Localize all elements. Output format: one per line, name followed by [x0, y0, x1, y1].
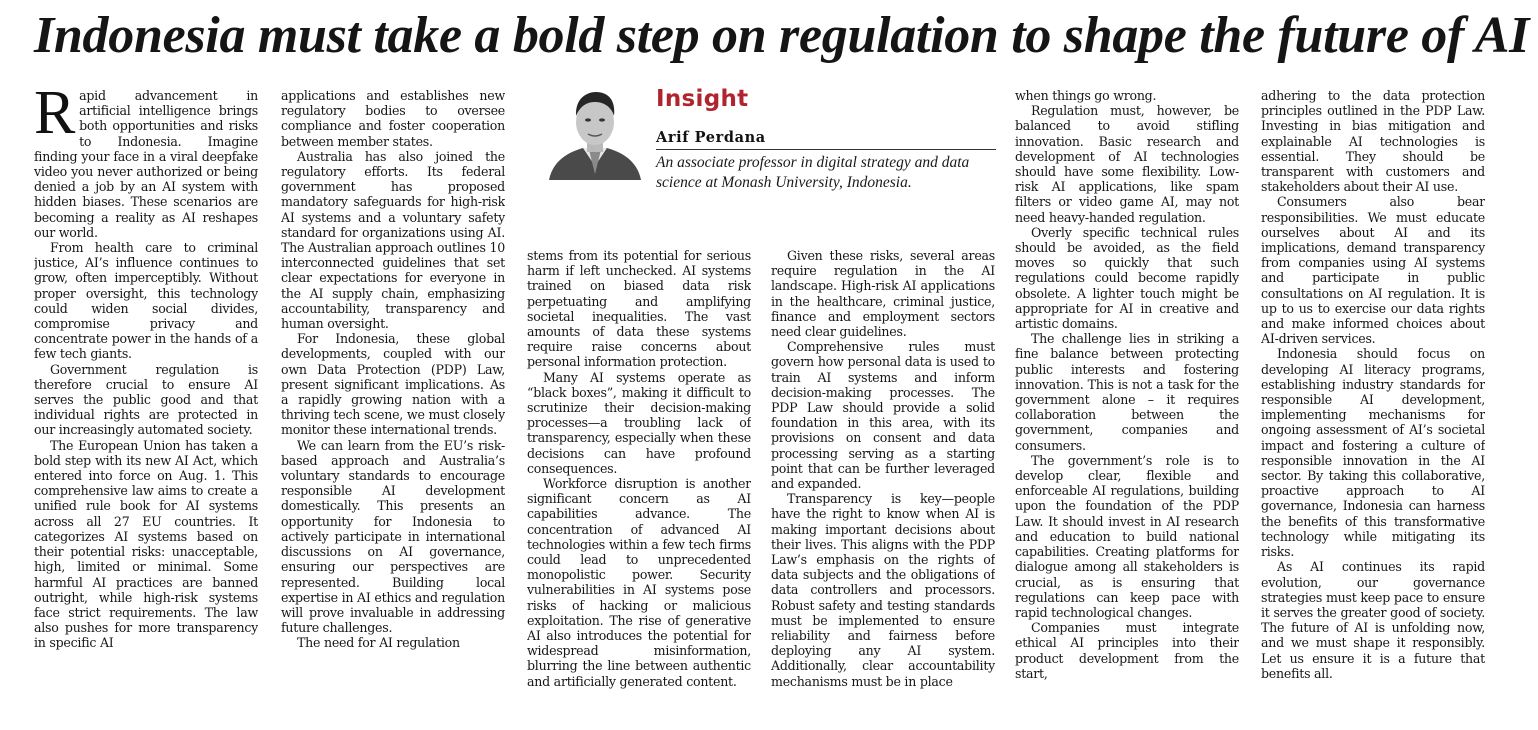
- paragraph: From health care to criminal justice, AI’s influence continues to grow, often imperceptibly. Without proper oversight, this technology could widen social divides, compromise privacy and concentrate power in the hands of a few tech giants.: [34, 240, 258, 362]
- paragraph: [34, 88, 258, 240]
- article-column-2: [281, 88, 505, 724]
- paragraph: adhering to the data protection principles outlined in the PDP Law. Investing in bias mitigation and explainable AI technologies is essential. They should be transparent with customers and stakeholders about their AI use.: [1261, 88, 1485, 195]
- paragraph: applications and establishes new regulatory bodies to oversee compliance and foster cooperation between member states.: [281, 88, 505, 149]
- paragraph: As AI continues its rapid evolution, our governance strategies must keep pace to ensure it serves the greater good of society. The future of AI is unfolding now, and we must shape it responsibly. Let us ensure it is a future that benefits all.: [1261, 559, 1485, 681]
- paragraph: We can learn from the EU’s risk-based approach and Australia’s voluntary standards to encourage responsible AI development domestically. This presents an opportunity for Indonesia to actively participate in international discussions on AI governance, ensuring our perspectives are represented. Building local expertise in AI ethics and regulation will prove invaluable in addressing future challenges.: [281, 437, 505, 636]
- paragraph: when things go wrong.: [1015, 88, 1157, 103]
- headline: Indonesia must take a bold step on regulation to shape the future of AI: [34, 7, 1530, 64]
- paragraph: Many AI systems operate as “black boxes”, making it difficult to scrutinize their decision-making processes—a troubling lack of transparency, especially when these decisions can have profound consequences.: [527, 369, 751, 476]
- paragraph: For Indonesia, these global developments, coupled with our own Data Protection (PDP) Law, present significant implications. As a rapidly growing nation with a thriving tech scene, we must closely monitor these international trends.: [281, 331, 505, 438]
- paragraph: Indonesia should focus on developing AI literacy programs, establishing industry standards for responsible AI development, implementing mechanisms for ongoing assessment of AI’s societal impact and fostering a culture of responsible innovation in the AI sector. By taking this collaborative, proactive approach to AI governance, Indonesia can harness the benefits of this transformative technology while mitigating its risks.: [1261, 346, 1485, 560]
- paragraph: Companies must integrate ethical AI principles into their product development from the start,: [1015, 620, 1239, 681]
- paragraph: Workforce disruption is another significant concern as AI capabilities advance. The concentration of advanced AI technologies within a few tech firms could lead to unprecedented monopolistic power. Security vulnerabilities in AI systems pose risks of hacking or malicious exploitation. The rise of generative AI also introduces the potential for widespread misinformation, blurring the line between authentic and artificially generated content.: [527, 476, 751, 689]
- paragraph: The European Union has taken a bold step with its new AI Act, which entered into force on Aug. 1. This comprehensive law aims to create a unified rule book for AI systems across all 27 EU countries. It categorizes AI systems based on their potential risks: unacceptable, high, limited or minimal. Some harmful AI practices are banned outright, while high-risk systems face strict requirements. The law also pushes for more transparency in specific AI: [34, 437, 258, 651]
- article-column-3: [527, 248, 751, 724]
- paragraph: The need for AI regulation: [297, 635, 460, 651]
- author-portrait: [543, 88, 647, 180]
- paragraph: Consumers also bear responsibilities. We must educate ourselves about AI and its implications, demand transparency from companies using AI systems and participate in public consultations on AI regulation. It is up to us to exercise our data rights and make informed choices about AI-driven services.: [1261, 194, 1485, 347]
- author-bio: An associate professor in digital strategy and data science at Monash University, Indonesia.: [656, 154, 970, 191]
- article-column-6: [1261, 88, 1485, 724]
- paragraph: The government’s role is to develop clear, flexible and enforceable AI regulations, building upon the foundation of the PDP Law. It should invest in AI research and education to build national capabilities. Creating platforms for dialogue among all stakeholders is crucial, as is ensuring that regulations can keep pace with rapid technological changes.: [1015, 452, 1239, 620]
- paragraph: Transparency is key—people have the right to know when AI is making important decisions about their lives. This aligns with the PDP Law’s emphasis on the rights of data subjects and the obligations of data controllers and processors. Robust safety and testing standards must be implemented to ensure reliability and fairness before deploying any AI system. Additionally, clear accountability mechanisms must be in place: [771, 491, 995, 689]
- drop-cap: R: [34, 88, 76, 147]
- author-name: Arif Perdana: [656, 128, 996, 150]
- paragraph: stems from its potential for serious harm if left unchecked. AI systems trained on biased data risk perpetuating and amplifying societal inequalities. The vast amounts of data these systems require raise concerns about personal information protection.: [527, 248, 751, 370]
- paragraph: Government regulation is therefore crucial to ensure AI serves the public good and that individual rights are protected in our increasingly automated society.: [34, 361, 258, 438]
- insight-label: Insight: [656, 86, 749, 112]
- paragraph-text: apid advancement in artificial intelligence brings both opportunities and risks to Indonesia. Imagine finding your face in a viral deepfake video you never authorized or being denied a job by an AI system with hidden biases. These scenarios are becoming a reality as AI reshapes our world.: [34, 88, 258, 240]
- author-portrait-illustration: [543, 88, 647, 180]
- paragraph: Comprehensive rules must govern how personal data is used to train AI systems and inform decision-making processes. The PDP Law should provide a solid foundation in this area, with its provisions on consent and data processing serving as a starting point that can be further leveraged and expanded.: [771, 339, 995, 492]
- paragraph: Regulation must, however, be balanced to avoid stifling innovation. Basic research and development of AI technologies should have some flexibility. Low-risk AI applications, like spam filters or video game AI, may not need heavy-handed regulation.: [1015, 103, 1239, 225]
- article-column-5: [1015, 88, 1239, 724]
- paragraph: Given these risks, several areas require regulation in the AI landscape. High-risk AI applications in the healthcare, criminal justice, finance and employment sectors need clear guidelines.: [771, 248, 995, 340]
- article-column-4: [771, 248, 995, 724]
- paragraph: Overly specific technical rules should be avoided, as the field moves so quickly that such regulations could become rapidly obsolete. A lighter touch might be appropriate for AI in creative and artistic domains.: [1015, 224, 1239, 332]
- paragraph: The challenge lies in striking a fine balance between protecting public interests and fostering innovation. This is not a task for the government alone – it requires collaboration between the government, companies and consumers.: [1015, 331, 1239, 453]
- paragraph: Australia has also joined the regulatory efforts. Its federal government has proposed mandatory safeguards for high-risk AI systems and a voluntary safety standard for organizations using AI. The Australian approach outlines 10 interconnected guidelines that set clear expectations for everyone in the AI supply chain, emphasizing accountability, transparency and human oversight.: [281, 148, 505, 332]
- article-column-1: [34, 88, 258, 724]
